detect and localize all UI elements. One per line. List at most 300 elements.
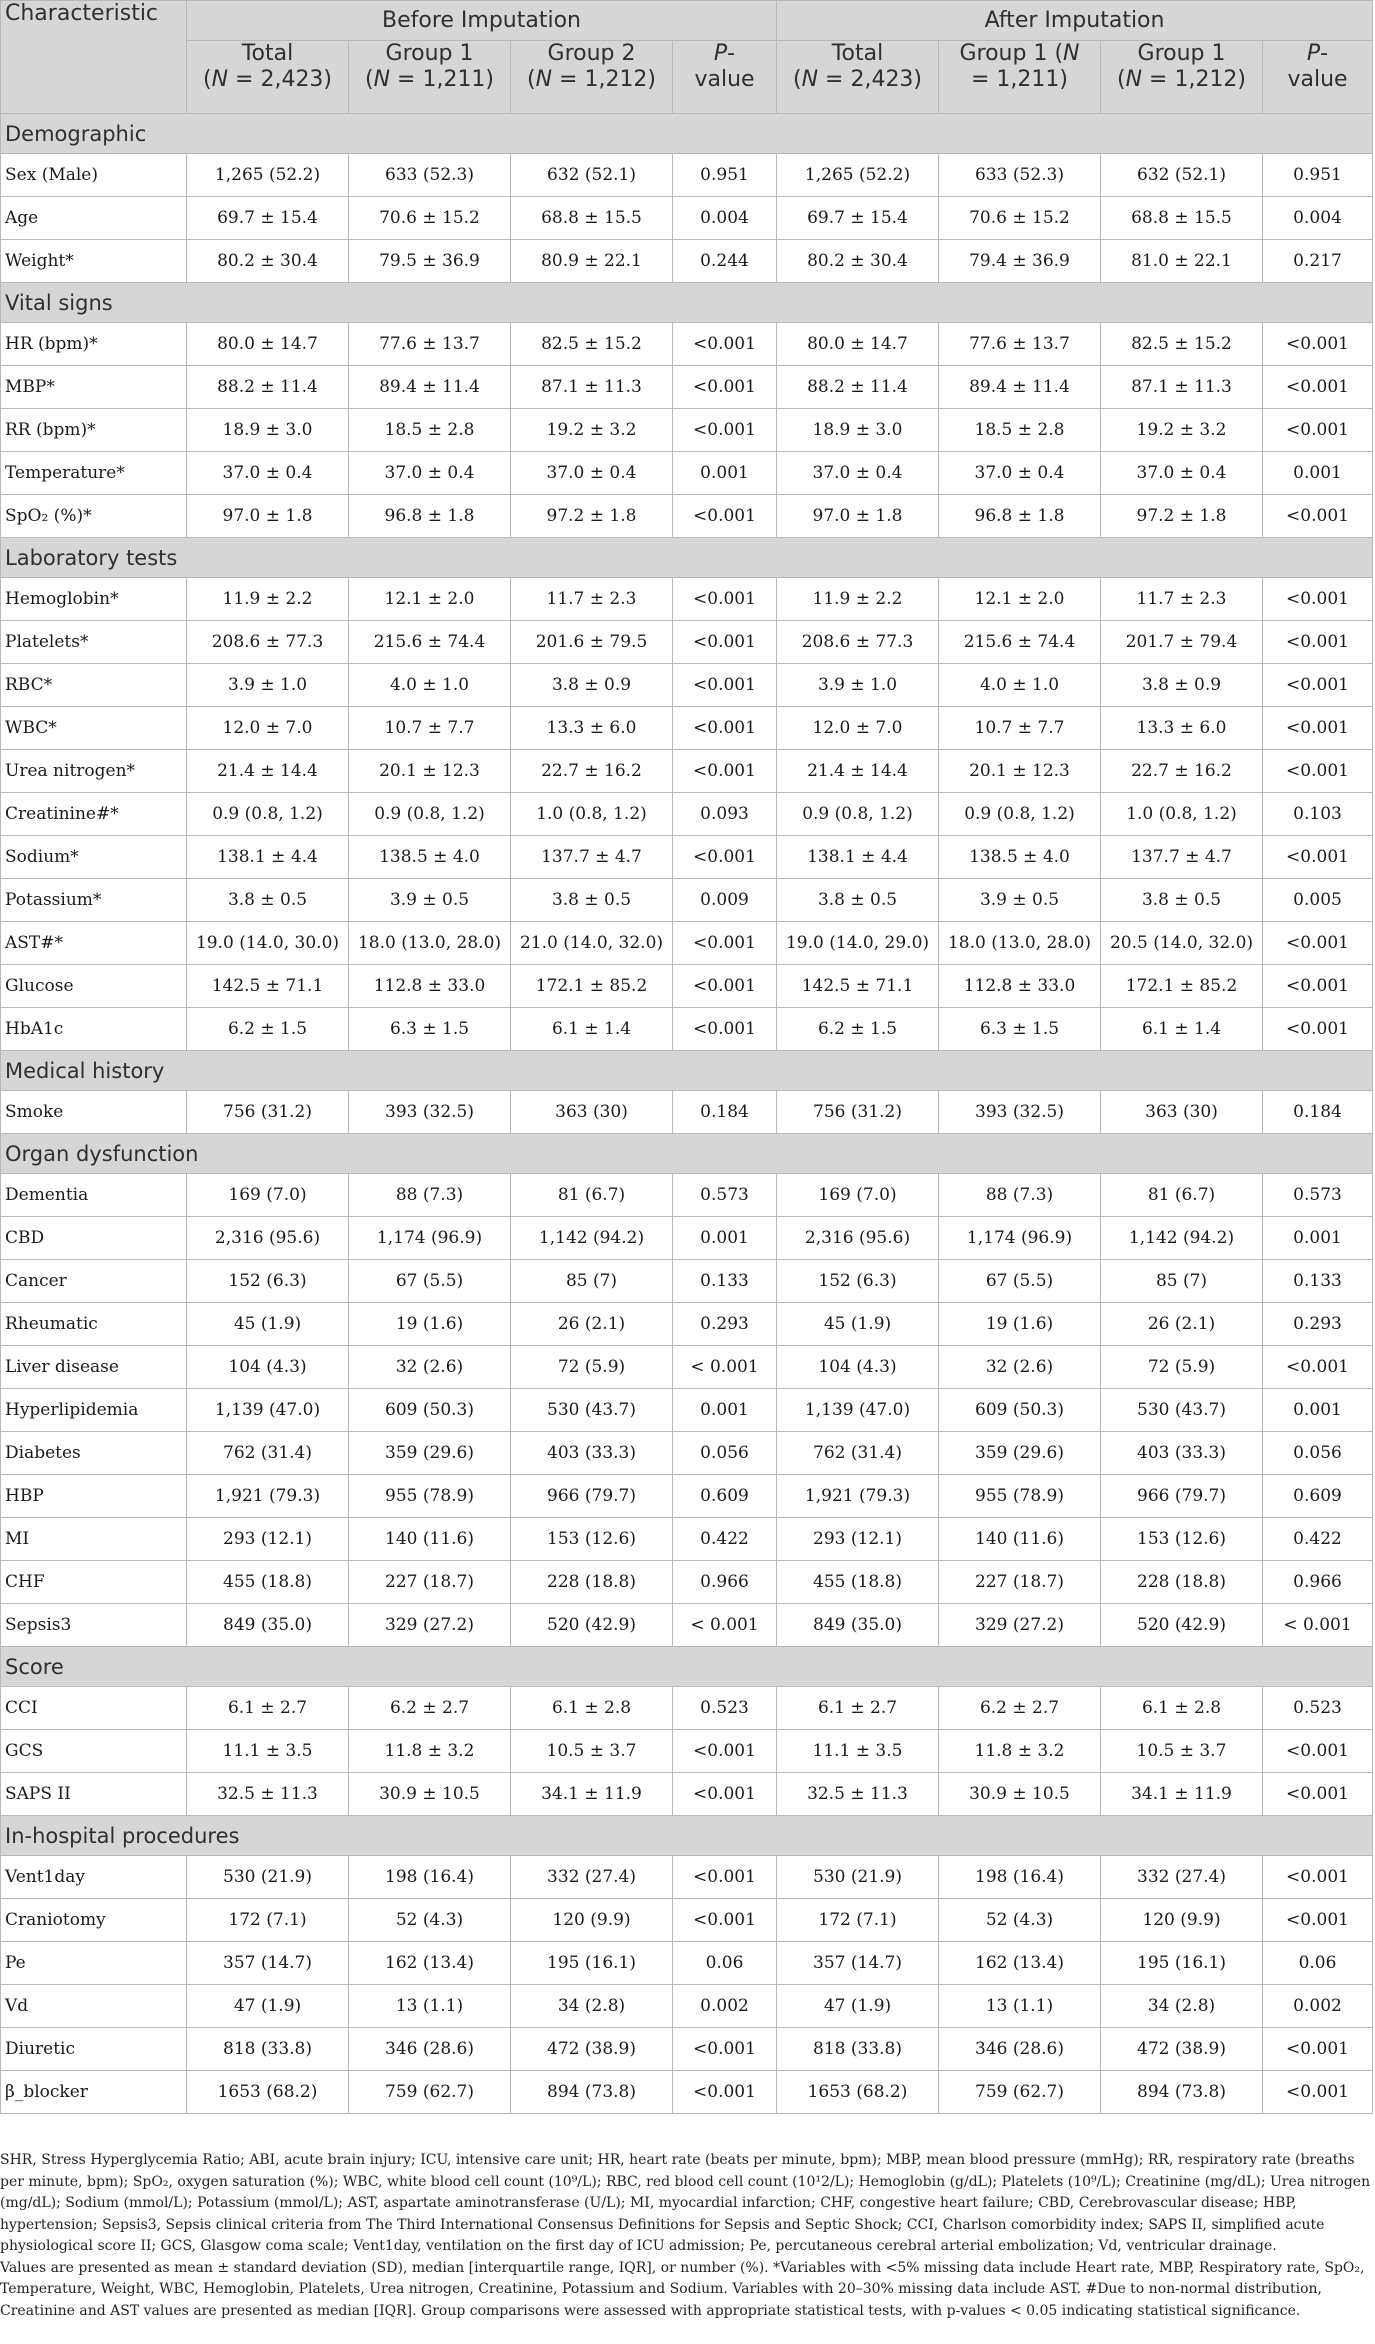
table-cell: 169 (7.0): [187, 1174, 349, 1217]
table-cell: 0.184: [673, 1091, 777, 1134]
table-cell: 0.422: [1263, 1518, 1373, 1561]
table-cell: 120 (9.9): [511, 1899, 673, 1942]
row-label: Pe: [1, 1942, 187, 1985]
table-row: [1, 1091, 1373, 1134]
table-cell: 894 (73.8): [1101, 2071, 1263, 2114]
table-cell: 172.1 ± 85.2: [1101, 965, 1263, 1008]
table-cell: <0.001: [673, 409, 777, 452]
table-cell: 1653 (68.2): [777, 2071, 939, 2114]
column-header-line2: value: [694, 67, 755, 92]
table-cell: 6.1 ± 2.7: [777, 1687, 939, 1730]
row-label: Liver disease: [1, 1346, 187, 1389]
table-cell: 0.966: [1263, 1561, 1373, 1604]
table-row: [1, 1687, 1373, 1730]
table-cell: 11.7 ± 2.3: [511, 578, 673, 621]
table-row: [1, 197, 1373, 240]
table-cell: 201.7 ± 79.4: [1101, 621, 1263, 664]
table-row: [1, 1899, 1373, 1942]
table-cell: 80.2 ± 30.4: [187, 240, 349, 283]
table-cell: 79.4 ± 36.9: [939, 240, 1101, 283]
column-header-line2: value: [1287, 67, 1348, 92]
table-cell: 2,316 (95.6): [777, 1217, 939, 1260]
table-cell: 88.2 ± 11.4: [777, 366, 939, 409]
table-cell: 759 (62.7): [349, 2071, 511, 2114]
footnote-abbreviations: SHR, Stress Hyperglycemia Ratio; ABI, acute brain injury; ICU, intensive care unit; HR, heart rate (beats per minute, bpm); MBP, mean blood pressure (mmHg); RR, respiratory rate (breaths per minute, bpm); SpO₂, oxygen saturation (%); WBC, white blood cell count (10⁹/L); RBC, red blood cell count (10¹2/L); Hemoglobin (g/dL); Platelets (10⁹/L); Creatinine (mg/dL); Urea nitrogen (mg/dL); Sodium (mmol/L); Potassium (mmol/L); AST, aspartate aminotransferase (U/L); MI, myocardial infarction; CHF, congestive heart failure; CBD, Cerebrovascular disease; HBP, hypertension; Sepsis3, Sepsis clinical criteria from The Third International Consensus Definitions for Sepsis and Septic Shock; CCI, Charlson comorbidity index; SAPS II, simplified acute physiological score II; GCS, Glasgow coma scale; Vent1day, ventilation on the first day of ICU admission; Pe, percutaneous cerebral arterial embolization; Vd, ventricular drainage.: [0, 2152, 1371, 2254]
table-cell: 12.0 ± 7.0: [777, 707, 939, 750]
table-cell: 198 (16.4): [349, 1856, 511, 1899]
table-cell: 85 (7): [511, 1260, 673, 1303]
table-cell: 69.7 ± 15.4: [187, 197, 349, 240]
table-cell: 87.1 ± 11.3: [1101, 366, 1263, 409]
table-row: [1, 1730, 1373, 1773]
table-cell: 357 (14.7): [777, 1942, 939, 1985]
section-header-row: [1, 1647, 1373, 1687]
table-cell: 20.1 ± 12.3: [349, 750, 511, 793]
table-cell: 20.1 ± 12.3: [939, 750, 1101, 793]
table-cell: 18.0 (13.0, 28.0): [349, 922, 511, 965]
table-cell: < 0.001: [673, 1346, 777, 1389]
table-cell: <0.001: [673, 2028, 777, 2071]
row-label: SAPS II: [1, 1773, 187, 1816]
table-cell: 32.5 ± 11.3: [187, 1773, 349, 1816]
table-cell: 6.3 ± 1.5: [939, 1008, 1101, 1051]
table-cell: 756 (31.2): [187, 1091, 349, 1134]
table-cell: <0.001: [1263, 1773, 1373, 1816]
table-cell: <0.001: [1263, 1346, 1373, 1389]
table-cell: 966 (79.7): [1101, 1475, 1263, 1518]
table-cell: 0.293: [673, 1303, 777, 1346]
table-cell: 0.609: [1263, 1475, 1373, 1518]
row-label: RR (bpm)*: [1, 409, 187, 452]
table-cell: 21.4 ± 14.4: [187, 750, 349, 793]
table-cell: 96.8 ± 1.8: [349, 495, 511, 538]
row-label: Hyperlipidemia: [1, 1389, 187, 1432]
table-cell: 208.6 ± 77.3: [777, 621, 939, 664]
column-header: [349, 41, 511, 114]
table-cell: 88 (7.3): [349, 1174, 511, 1217]
table-cell: 3.9 ± 0.5: [939, 879, 1101, 922]
table-cell: 0.573: [673, 1174, 777, 1217]
column-header-line2: (N = 1,212): [1116, 67, 1247, 92]
table-cell: 1653 (68.2): [187, 2071, 349, 2114]
table-cell: 849 (35.0): [187, 1604, 349, 1647]
table-cell: 762 (31.4): [187, 1432, 349, 1475]
table-cell: 955 (78.9): [939, 1475, 1101, 1518]
table-row: [1, 621, 1373, 664]
header-row-columns: [1, 41, 1373, 114]
table-cell: 10.5 ± 3.7: [511, 1730, 673, 1773]
table-cell: 19.2 ± 3.2: [1101, 409, 1263, 452]
table-cell: 70.6 ± 15.2: [939, 197, 1101, 240]
table-cell: 19.2 ± 3.2: [511, 409, 673, 452]
table-cell: 530 (43.7): [1101, 1389, 1263, 1432]
table-cell: 13 (1.1): [939, 1985, 1101, 2028]
table-cell: 79.5 ± 36.9: [349, 240, 511, 283]
row-label: CHF: [1, 1561, 187, 1604]
table-cell: 21.0 (14.0, 32.0): [511, 922, 673, 965]
table-row: [1, 1518, 1373, 1561]
table-cell: 26 (2.1): [511, 1303, 673, 1346]
table-cell: 11.1 ± 3.5: [777, 1730, 939, 1773]
table-row: [1, 922, 1373, 965]
table-cell: 1.0 (0.8, 1.2): [511, 793, 673, 836]
row-label: Diabetes: [1, 1432, 187, 1475]
table-cell: 0.9 (0.8, 1.2): [777, 793, 939, 836]
table-cell: 6.1 ± 2.8: [511, 1687, 673, 1730]
table-cell: 4.0 ± 1.0: [349, 664, 511, 707]
italic-symbol: N: [1125, 67, 1143, 92]
column-header-line2: = 1,211): [971, 67, 1068, 92]
table-cell: 72 (5.9): [511, 1346, 673, 1389]
table-row: [1, 323, 1373, 366]
table-cell: 0.056: [673, 1432, 777, 1475]
column-header-line1: P-: [1306, 41, 1329, 66]
table-cell: 10.7 ± 7.7: [939, 707, 1101, 750]
table-cell: 0.06: [673, 1942, 777, 1985]
table-cell: <0.001: [673, 621, 777, 664]
table-cell: 120 (9.9): [1101, 1899, 1263, 1942]
column-header: [511, 41, 673, 114]
table-row: [1, 1773, 1373, 1816]
table-cell: 3.8 ± 0.5: [511, 879, 673, 922]
table-row: [1, 495, 1373, 538]
table-cell: 142.5 ± 71.1: [777, 965, 939, 1008]
table-cell: <0.001: [673, 1899, 777, 1942]
table-cell: 1,265 (52.2): [187, 154, 349, 197]
column-header-line1: P-: [713, 41, 736, 66]
table-cell: 37.0 ± 0.4: [349, 452, 511, 495]
column-header-line1: Total: [241, 41, 294, 66]
column-header: [1263, 41, 1373, 114]
table-cell: 11.7 ± 2.3: [1101, 578, 1263, 621]
table-cell: 45 (1.9): [777, 1303, 939, 1346]
table-cell: 89.4 ± 11.4: [939, 366, 1101, 409]
table-cell: 19 (1.6): [939, 1303, 1101, 1346]
table-cell: 0.004: [673, 197, 777, 240]
table-cell: 12.1 ± 2.0: [939, 578, 1101, 621]
table-cell: 1,921 (79.3): [777, 1475, 939, 1518]
table-cell: 0.133: [1263, 1260, 1373, 1303]
table-cell: 0.951: [673, 154, 777, 197]
table-cell: 1,174 (96.9): [939, 1217, 1101, 1260]
italic-symbol: P: [713, 41, 728, 66]
table-cell: 34 (2.8): [1101, 1985, 1263, 2028]
table-cell: 112.8 ± 33.0: [939, 965, 1101, 1008]
table-cell: 227 (18.7): [939, 1561, 1101, 1604]
table-cell: 1,174 (96.9): [349, 1217, 511, 1260]
table-cell: 3.9 ± 1.0: [187, 664, 349, 707]
table-cell: 818 (33.8): [777, 2028, 939, 2071]
row-label: HBP: [1, 1475, 187, 1518]
table-cell: 11.8 ± 3.2: [939, 1730, 1101, 1773]
row-label: MI: [1, 1518, 187, 1561]
table-cell: <0.001: [673, 707, 777, 750]
table-cell: 97.2 ± 1.8: [1101, 495, 1263, 538]
table-cell: 19.0 (14.0, 30.0): [187, 922, 349, 965]
table-cell: 3.8 ± 0.9: [1101, 664, 1263, 707]
table-cell: 359 (29.6): [349, 1432, 511, 1475]
table-cell: 140 (11.6): [349, 1518, 511, 1561]
table-row: [1, 154, 1373, 197]
table-cell: 293 (12.1): [187, 1518, 349, 1561]
table-cell: 329 (27.2): [939, 1604, 1101, 1647]
table-row: [1, 879, 1373, 922]
table-cell: 13 (1.1): [349, 1985, 511, 2028]
table-cell: <0.001: [673, 836, 777, 879]
column-header-line1: Group 1 (N: [959, 41, 1080, 66]
table-cell: 632 (52.1): [511, 154, 673, 197]
table-cell: 227 (18.7): [349, 1561, 511, 1604]
table-cell: 19.0 (14.0, 29.0): [777, 922, 939, 965]
column-header-line1: Group 1: [1137, 41, 1226, 66]
row-label: Rheumatic: [1, 1303, 187, 1346]
table-cell: <0.001: [673, 1730, 777, 1773]
table-cell: 6.1 ± 1.4: [511, 1008, 673, 1051]
table-cell: 22.7 ± 16.2: [1101, 750, 1263, 793]
table-row: [1, 2071, 1373, 2114]
table-cell: 0.001: [1263, 1389, 1373, 1432]
row-label: GCS: [1, 1730, 187, 1773]
table-cell: <0.001: [1263, 965, 1373, 1008]
table-cell: 228 (18.8): [511, 1561, 673, 1604]
table-cell: 632 (52.1): [1101, 154, 1263, 197]
table-cell: 759 (62.7): [939, 2071, 1101, 2114]
table-cell: 97.2 ± 1.8: [511, 495, 673, 538]
table-cell: 137.7 ± 4.7: [511, 836, 673, 879]
table-cell: 68.8 ± 15.5: [1101, 197, 1263, 240]
row-label: Hemoglobin*: [1, 578, 187, 621]
table-cell: 455 (18.8): [187, 1561, 349, 1604]
row-label: Sepsis3: [1, 1604, 187, 1647]
table-cell: <0.001: [1263, 836, 1373, 879]
table-cell: 0.217: [1263, 240, 1373, 283]
table-cell: 37.0 ± 0.4: [939, 452, 1101, 495]
table-cell: 393 (32.5): [349, 1091, 511, 1134]
table-cell: <0.001: [1263, 2028, 1373, 2071]
row-label: SpO₂ (%)*: [1, 495, 187, 538]
table-cell: 104 (4.3): [187, 1346, 349, 1389]
table-row: [1, 1475, 1373, 1518]
table-cell: 80.0 ± 14.7: [777, 323, 939, 366]
table-cell: 0.056: [1263, 1432, 1373, 1475]
table-cell: 520 (42.9): [511, 1604, 673, 1647]
table-row: [1, 1008, 1373, 1051]
table-cell: 633 (52.3): [349, 154, 511, 197]
table-cell: 0.001: [673, 1217, 777, 1260]
table-cell: 69.7 ± 15.4: [777, 197, 939, 240]
table-cell: 89.4 ± 11.4: [349, 366, 511, 409]
table-cell: 67 (5.5): [349, 1260, 511, 1303]
column-header-line1: Group 1: [385, 41, 474, 66]
table-cell: 6.2 ± 1.5: [777, 1008, 939, 1051]
section-title: Score: [1, 1647, 1373, 1687]
table-cell: 455 (18.8): [777, 1561, 939, 1604]
table-cell: 22.7 ± 16.2: [511, 750, 673, 793]
table-cell: 87.1 ± 11.3: [511, 366, 673, 409]
table-cell: 30.9 ± 10.5: [939, 1773, 1101, 1816]
table-cell: 18.9 ± 3.0: [187, 409, 349, 452]
column-header-line2: (N = 1,212): [526, 67, 657, 92]
table-cell: 0.009: [673, 879, 777, 922]
table-row: [1, 1856, 1373, 1899]
table-cell: 67 (5.5): [939, 1260, 1101, 1303]
table-cell: 346 (28.6): [349, 2028, 511, 2071]
table-cell: <0.001: [1263, 1899, 1373, 1942]
table-cell: 1,142 (94.2): [1101, 1217, 1263, 1260]
table-cell: 0.001: [673, 452, 777, 495]
table-cell: 195 (16.1): [511, 1942, 673, 1985]
table-cell: 0.573: [1263, 1174, 1373, 1217]
italic-symbol: N: [1063, 41, 1080, 66]
table-cell: 52 (4.3): [349, 1899, 511, 1942]
table-cell: 0.523: [1263, 1687, 1373, 1730]
column-header-line2: (N = 1,211): [364, 67, 495, 92]
table-cell: <0.001: [1263, 1008, 1373, 1051]
table-cell: 81 (6.7): [1101, 1174, 1263, 1217]
section-title: Medical history: [1, 1051, 1373, 1091]
table-row: [1, 578, 1373, 621]
row-label: Cancer: [1, 1260, 187, 1303]
table-cell: 81 (6.7): [511, 1174, 673, 1217]
table-row: [1, 1604, 1373, 1647]
row-label: Sodium*: [1, 836, 187, 879]
table-cell: 0.002: [1263, 1985, 1373, 2028]
section-header-row: [1, 538, 1373, 578]
table-cell: 88 (7.3): [939, 1174, 1101, 1217]
table-cell: 332 (27.4): [511, 1856, 673, 1899]
section-header-row: [1, 1134, 1373, 1174]
table-row: [1, 1303, 1373, 1346]
section-header-row: [1, 1816, 1373, 1856]
table-cell: 85 (7): [1101, 1260, 1263, 1303]
table-cell: 11.8 ± 3.2: [349, 1730, 511, 1773]
table-cell: 530 (21.9): [187, 1856, 349, 1899]
table-cell: 112.8 ± 33.0: [349, 965, 511, 1008]
table-cell: <0.001: [673, 1773, 777, 1816]
table-cell: 18.5 ± 2.8: [349, 409, 511, 452]
table-cell: 849 (35.0): [777, 1604, 939, 1647]
row-label: Vent1day: [1, 1856, 187, 1899]
section-title: Laboratory tests: [1, 538, 1373, 578]
table-cell: <0.001: [1263, 366, 1373, 409]
table-cell: 346 (28.6): [939, 2028, 1101, 2071]
table-body: [1, 114, 1373, 2114]
table-cell: <0.001: [1263, 2071, 1373, 2114]
table-cell: 37.0 ± 0.4: [511, 452, 673, 495]
table-cell: 138.1 ± 4.4: [187, 836, 349, 879]
table-cell: 215.6 ± 74.4: [939, 621, 1101, 664]
row-label: β_blocker: [1, 2071, 187, 2114]
table-cell: 363 (30): [511, 1091, 673, 1134]
row-label: Craniotomy: [1, 1899, 187, 1942]
row-label: HR (bpm)*: [1, 323, 187, 366]
row-label: MBP*: [1, 366, 187, 409]
column-header-line2: (N = 2,423): [202, 67, 333, 92]
table-row: [1, 1942, 1373, 1985]
footnote-notes: Values are presented as mean ± standard deviation (SD), median [interquartile range, IQR], or number (%). *Variables with <5% missing data include Heart rate, MBP, Respiratory rate, SpO₂, Temperature, Weight, WBC, Hemoglobin, Platelets, Urea nitrogen, Creatinine, Potassium and Sodium. Variables with 20–30% missing data include AST. #Due to non-normal distribution, Creatinine and AST values are presented as median [IQR]. Group comparisons were assessed with appropriate statistical tests, with p-values < 0.05 indicating statistical significance.: [0, 2259, 1365, 2319]
table-cell: 3.8 ± 0.9: [511, 664, 673, 707]
table-cell: 0.609: [673, 1475, 777, 1518]
table-cell: 329 (27.2): [349, 1604, 511, 1647]
table-cell: 32.5 ± 11.3: [777, 1773, 939, 1816]
italic-symbol: P: [1306, 41, 1321, 66]
table-cell: 18.0 (13.0, 28.0): [939, 922, 1101, 965]
table-row: [1, 1432, 1373, 1475]
table-cell: <0.001: [673, 1856, 777, 1899]
table-cell: <0.001: [673, 965, 777, 1008]
table-cell: 756 (31.2): [777, 1091, 939, 1134]
table-cell: 13.3 ± 6.0: [511, 707, 673, 750]
row-label: CCI: [1, 1687, 187, 1730]
table-cell: 6.1 ± 2.8: [1101, 1687, 1263, 1730]
table-cell: 0.9 (0.8, 1.2): [349, 793, 511, 836]
table-cell: 0.06: [1263, 1942, 1373, 1985]
table-cell: 138.1 ± 4.4: [777, 836, 939, 879]
table-cell: 1.0 (0.8, 1.2): [1101, 793, 1263, 836]
row-label: WBC*: [1, 707, 187, 750]
italic-symbol: N: [535, 67, 553, 92]
table-cell: 82.5 ± 15.2: [1101, 323, 1263, 366]
section-title: Vital signs: [1, 283, 1373, 323]
table-cell: 30.9 ± 10.5: [349, 1773, 511, 1816]
column-header: [777, 41, 939, 114]
table-cell: 20.5 (14.0, 32.0): [1101, 922, 1263, 965]
table-row: [1, 1561, 1373, 1604]
italic-symbol: N: [801, 67, 819, 92]
table-cell: 4.0 ± 1.0: [939, 664, 1101, 707]
table-cell: 228 (18.8): [1101, 1561, 1263, 1604]
table-cell: 80.9 ± 22.1: [511, 240, 673, 283]
table-cell: 6.2 ± 1.5: [187, 1008, 349, 1051]
table-row: [1, 366, 1373, 409]
table-row: [1, 1346, 1373, 1389]
table-cell: 152 (6.3): [187, 1260, 349, 1303]
table-cell: 359 (29.6): [939, 1432, 1101, 1475]
table-cell: 97.0 ± 1.8: [777, 495, 939, 538]
table-cell: <0.001: [1263, 1856, 1373, 1899]
table-cell: 82.5 ± 15.2: [511, 323, 673, 366]
table-cell: 530 (21.9): [777, 1856, 939, 1899]
row-label: Potassium*: [1, 879, 187, 922]
table-cell: 137.7 ± 4.7: [1101, 836, 1263, 879]
table-cell: 0.103: [1263, 793, 1373, 836]
row-label: Age: [1, 197, 187, 240]
row-label: Weight*: [1, 240, 187, 283]
table-cell: 138.5 ± 4.0: [939, 836, 1101, 879]
row-label: Urea nitrogen*: [1, 750, 187, 793]
table-cell: 138.5 ± 4.0: [349, 836, 511, 879]
table-cell: 11.9 ± 2.2: [777, 578, 939, 621]
table-cell: 172.1 ± 85.2: [511, 965, 673, 1008]
section-header-row: [1, 1051, 1373, 1091]
table-cell: 88.2 ± 11.4: [187, 366, 349, 409]
table-cell: 26 (2.1): [1101, 1303, 1263, 1346]
table-cell: 19 (1.6): [349, 1303, 511, 1346]
section-title: In-hospital procedures: [1, 1816, 1373, 1856]
table-cell: 18.9 ± 3.0: [777, 409, 939, 452]
table-cell: <0.001: [673, 922, 777, 965]
column-header: [939, 41, 1101, 114]
table-cell: 0.293: [1263, 1303, 1373, 1346]
header-after-imputation: After Imputation: [777, 1, 1373, 41]
table-footnotes: [0, 2150, 1372, 2322]
table-cell: <0.001: [673, 366, 777, 409]
table-cell: 0.093: [673, 793, 777, 836]
table-cell: 520 (42.9): [1101, 1604, 1263, 1647]
table-cell: <0.001: [1263, 578, 1373, 621]
table-cell: 609 (50.3): [349, 1389, 511, 1432]
table-cell: 77.6 ± 13.7: [939, 323, 1101, 366]
